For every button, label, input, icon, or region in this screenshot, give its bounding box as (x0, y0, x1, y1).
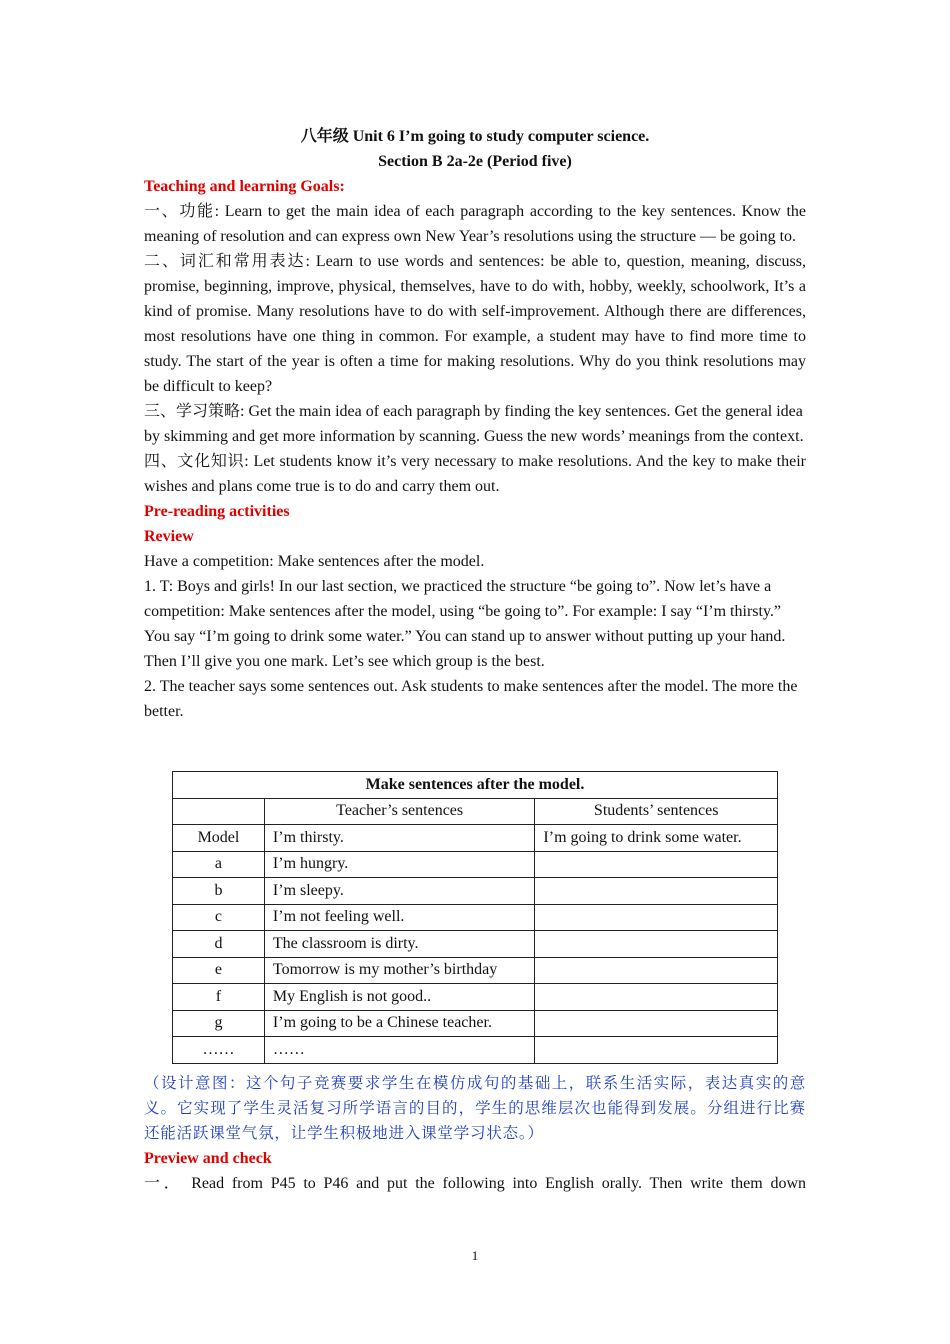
teacher-sentence: I’m thirsty. (264, 825, 535, 852)
goal-culture: 四、文化知识: Let students know it’s very necessary to make resolutions. And the key to make their wishes and plans come true is to do and carry them out. (144, 453, 806, 495)
goal-strategy: 三、学习策略: Get the main idea of each paragraph by finding the key sentences. Get the general idea by skimming and get more information by scanning. Guess the new words’ meanings from the context. (144, 403, 804, 445)
document-title: 八年级 Unit 6 I’m going to study computer science. (300, 128, 650, 145)
review-intro: Have a competition: Make sentences after the model. (144, 553, 485, 570)
student-sentence (535, 1037, 778, 1064)
student-sentence (535, 957, 778, 984)
teacher-sentence: …… (264, 1037, 535, 1064)
row-label: a (173, 851, 265, 878)
table-row (173, 851, 778, 878)
table-header-row (173, 798, 778, 825)
row-label: b (173, 878, 265, 905)
document-subtitle: Section B 2a-2e (Period five) (378, 153, 572, 170)
table-row (173, 878, 778, 905)
student-sentence (535, 851, 778, 878)
goal-vocabulary: 二、词汇和常用表达: Learn to use words and sentences: be able to, question, meaning, discuss, promise, beginning, improve, physical, themselves, have to do with, hobby, weekly, schoolwork, It’s a kind of promise. Many resolutions have to do with self-improvement. Although there are differences, most resolutions have one thing in common. For example, a student may have to find more time to study. The start of the year is often a time for making resolutions. Why do you think resolutions may be difficult to keep? (144, 253, 806, 395)
goals-heading: Teaching and learning Goals: (144, 178, 345, 195)
table-row (173, 984, 778, 1011)
row-label: g (173, 1010, 265, 1037)
page-number: 1 (471, 1248, 479, 1263)
teacher-sentence: I’m going to be a Chinese teacher. (264, 1010, 535, 1037)
review-heading: Review (144, 528, 194, 545)
table-row (173, 1010, 778, 1037)
table-row (173, 931, 778, 958)
design-intent-note: （设计意图：这个句子竞赛要求学生在模仿成句的基础上，联系生活实际，表达真实的意义。它实现了学生灵活复习所学语言的目的，学生的思维层次也能得到发展。分组进行比赛还能活跃课堂气氛，让学生积极地进入课堂学习状态。） (144, 1075, 806, 1142)
preview-heading: Preview and check (144, 1150, 272, 1167)
student-sentence (535, 984, 778, 1011)
row-label: Model (173, 825, 265, 852)
table-header-cell: Teacher’s sentences (264, 798, 535, 825)
row-label: c (173, 904, 265, 931)
student-sentence (535, 931, 778, 958)
table-row (173, 825, 778, 852)
row-label: …… (173, 1037, 265, 1064)
model-sentences-table (172, 771, 778, 1064)
teacher-sentence: My English is not good.. (264, 984, 535, 1011)
preview-item-1: 一． Read from P45 to P46 and put the following into English orally. Then write them down (144, 1175, 806, 1192)
student-sentence (535, 904, 778, 931)
row-label: e (173, 957, 265, 984)
table-row (173, 1037, 778, 1064)
teacher-sentence: I’m sleepy. (264, 878, 535, 905)
row-label: f (173, 984, 265, 1011)
review-step-2: 2. The teacher says some sentences out. Ask students to make sentences after the model. The more the better. (144, 678, 798, 720)
prereading-heading: Pre-reading activities (144, 503, 290, 520)
teacher-sentence: I’m not feeling well. (264, 904, 535, 931)
table-row (173, 904, 778, 931)
table-row (173, 957, 778, 984)
table-caption: Make sentences after the model. (173, 772, 778, 799)
teacher-sentence: I’m hungry. (264, 851, 535, 878)
student-sentence (535, 1010, 778, 1037)
table-header-cell: Students’ sentences (535, 798, 778, 825)
document-body-continued (144, 1071, 806, 1196)
teacher-sentence: The classroom is dirty. (264, 931, 535, 958)
row-label: d (173, 931, 265, 958)
review-step-1: 1. T: Boys and girls! In our last section, we practiced the structure “be going to”. Now let’s have a competition: Make sentences after the model, using “be going to”. For example: I say “I’m thirsty.” You say “I’m going to drink some water.” You can stand up to answer without putting up your hand. Then I’ll give you one mark. Let’s see which group is the best. (144, 578, 786, 670)
student-sentence (535, 878, 778, 905)
student-sentence: I’m going to drink some water. (535, 825, 778, 852)
teacher-sentence: Tomorrow is my mother’s birthday (264, 957, 535, 984)
table-header-cell (173, 798, 265, 825)
document-body (144, 174, 806, 724)
goal-function: 一、功能: Learn to get the main idea of each paragraph according to the key sentences. Know the meaning of resolution and can express own New Year’s resolutions using the structure — be going to. (144, 203, 806, 245)
